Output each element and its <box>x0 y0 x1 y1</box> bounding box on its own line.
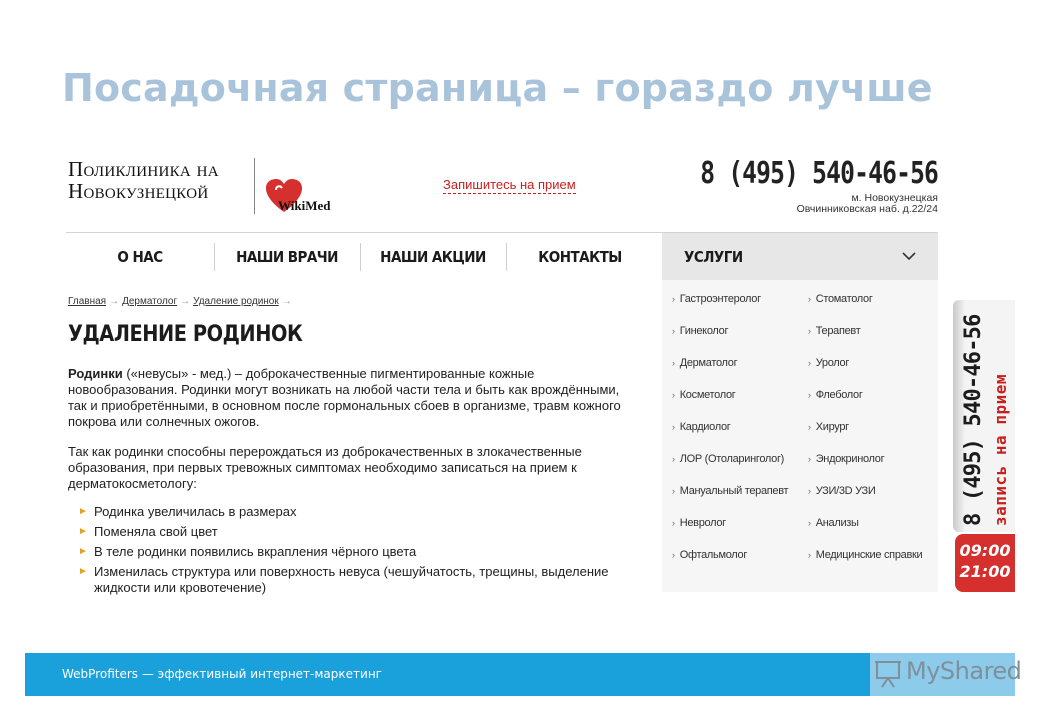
site-screenshot <box>66 150 938 600</box>
chevron-right-icon: › <box>672 326 675 336</box>
services-dropdown <box>662 280 938 592</box>
triangle-bullet-icon: ► <box>78 506 88 517</box>
presentation-board-icon <box>874 659 902 689</box>
chevron-right-icon: › <box>672 422 675 432</box>
service-item[interactable] <box>808 482 922 514</box>
service-item[interactable] <box>808 514 922 546</box>
service-label: Эндокринолог <box>815 453 885 465</box>
chevron-right-icon: › <box>808 358 811 368</box>
clinic-logo[interactable] <box>68 158 219 202</box>
chevron-down-icon <box>902 251 916 261</box>
service-label: Невролог <box>679 517 726 529</box>
service-item[interactable] <box>808 354 922 386</box>
service-item[interactable] <box>672 546 788 578</box>
nav-services-label: УСЛУГИ <box>684 248 743 266</box>
service-item[interactable] <box>672 514 788 546</box>
service-label: ЛОР (Отоларинголог) <box>679 453 785 465</box>
address-metro: м. Новокузнецкая <box>851 192 938 204</box>
services-column-right <box>808 290 922 578</box>
triangle-bullet-icon: ► <box>78 526 88 537</box>
chevron-right-icon: › <box>808 518 811 528</box>
breadcrumb-home[interactable]: Главная <box>68 296 107 307</box>
service-label: Кардиолог <box>679 421 731 433</box>
symptom-text: Поменяла свой цвет <box>94 524 218 539</box>
list-item <box>78 564 638 596</box>
list-item <box>78 524 638 540</box>
service-item[interactable] <box>672 322 788 354</box>
banner-cta: запись на прием <box>991 374 1010 526</box>
intro-text: («невусы» - мед.) – доброкачественные пигментированные кожные новообразования. Родинки могут возникать на любой части тела и быть как врождёнными, так и приобретёнными, в основном после гормональных сбоев в организме, травм кожного покрова или солнечных ожогов. <box>68 366 621 429</box>
nav-item-services[interactable] <box>662 233 938 281</box>
warning-paragraph: Так как родинки способны перерождаться из доброкачественных в злокачественные образования, при первых тревожных симптомах необходимо записаться на прием к дерматокосметологу: <box>68 444 582 491</box>
symptoms-list <box>78 504 638 600</box>
service-label: Гинеколог <box>679 325 729 337</box>
chevron-right-icon: › <box>808 422 811 432</box>
nav-item-promotions[interactable]: НАШИ АКЦИИ <box>380 248 486 266</box>
slide-title: Посадочная страница – гораздо лучше <box>62 66 933 110</box>
page-heading: УДАЛЕНИЕ РОДИНОК <box>68 322 303 347</box>
chevron-right-icon: › <box>672 358 675 368</box>
hours-open: 09:00 <box>959 541 1011 560</box>
service-item[interactable] <box>808 386 922 418</box>
service-item[interactable] <box>672 482 788 514</box>
breadcrumb-dermatologist[interactable]: Дерматолог <box>122 296 178 307</box>
arrow-right-icon: → <box>109 296 120 307</box>
watermark <box>870 653 1022 696</box>
service-item[interactable] <box>672 354 788 386</box>
service-item[interactable] <box>672 290 788 322</box>
nav-item-about[interactable]: О НАС <box>117 248 163 266</box>
services-column-left <box>672 290 788 578</box>
service-label: Дерматолог <box>679 357 738 369</box>
appointment-link[interactable]: Запишитесь на прием <box>443 177 576 192</box>
main-nav <box>66 232 938 280</box>
service-label: Медицинские справки <box>815 549 923 561</box>
arrow-right-icon: → <box>180 296 191 307</box>
logo-line-2: Новокузнецкой <box>68 179 209 203</box>
service-label: Офтальмолог <box>679 549 748 561</box>
symptom-text: В теле родинки появились вкрапления чёрного цвета <box>94 544 417 559</box>
service-label: Хирург <box>815 421 849 433</box>
breadcrumb <box>68 296 295 307</box>
chevron-right-icon: › <box>672 550 675 560</box>
header-address <box>797 193 938 215</box>
service-label: Мануальный терапевт <box>679 485 789 497</box>
service-label: Анализы <box>815 517 859 529</box>
chevron-right-icon: › <box>808 550 811 560</box>
chevron-right-icon: › <box>808 486 811 496</box>
triangle-bullet-icon: ► <box>78 566 88 577</box>
service-label: Терапевт <box>815 325 861 337</box>
service-item[interactable] <box>808 322 922 354</box>
nav-item-doctors[interactable]: НАШИ ВРАЧИ <box>236 248 338 266</box>
service-item[interactable] <box>672 450 788 482</box>
side-callback-banner[interactable] <box>953 300 1015 532</box>
service-item[interactable] <box>672 418 788 450</box>
symptom-text: Родинка увеличилась в размерах <box>94 504 297 519</box>
service-label: Уролог <box>815 357 850 369</box>
service-label: Гастроэнтеролог <box>679 293 761 305</box>
chevron-right-icon: › <box>672 454 675 464</box>
breadcrumb-current[interactable]: Удаление родинок <box>193 296 279 307</box>
watermark-text: MyShared <box>906 657 1022 685</box>
banner-phone: 8 (495) 540-46-56 <box>961 314 986 526</box>
chevron-right-icon: › <box>808 390 811 400</box>
chevron-right-icon: › <box>808 326 811 336</box>
nav-divider <box>360 243 361 271</box>
footer-text: WebProfiters — эффективный интернет-маркетинг <box>62 667 382 681</box>
service-item[interactable] <box>808 290 922 322</box>
header-phone[interactable]: 8 (495) 540-46-56 <box>700 156 938 191</box>
banner-vertical-text <box>961 304 1014 526</box>
hours-close: 21:00 <box>959 562 1011 581</box>
intro-paragraph <box>68 366 634 430</box>
logo-divider <box>254 158 255 214</box>
slide-footer <box>25 653 1022 696</box>
chevron-right-icon: › <box>672 518 675 528</box>
triangle-bullet-icon: ► <box>78 546 88 557</box>
chevron-right-icon: › <box>808 454 811 464</box>
nav-item-contacts[interactable]: КОНТАКТЫ <box>538 248 622 266</box>
symptom-text: Изменилась структура или поверхность невуса (чешуйчатость, трещины, выделение жидкости или кровотечение) <box>94 564 609 595</box>
service-item[interactable] <box>672 386 788 418</box>
working-hours-badge <box>955 534 1015 592</box>
service-label: Флеболог <box>815 389 863 401</box>
chevron-right-icon: › <box>672 390 675 400</box>
nav-divider <box>214 243 215 271</box>
service-label: Стоматолог <box>815 293 873 305</box>
service-item[interactable] <box>808 450 922 482</box>
service-label: Косметолог <box>679 389 736 401</box>
chevron-right-icon: › <box>808 294 811 304</box>
service-item[interactable] <box>808 418 922 450</box>
brand-name: WikiMed <box>278 198 331 213</box>
list-item <box>78 504 638 520</box>
list-item <box>78 544 638 560</box>
service-label: УЗИ/3D УЗИ <box>815 485 876 497</box>
intro-term: Родинки <box>68 366 123 381</box>
chevron-right-icon: › <box>672 294 675 304</box>
chevron-right-icon: › <box>672 486 675 496</box>
nav-divider <box>506 243 507 271</box>
arrow-right-icon: → <box>281 296 292 307</box>
address-street: Овчинниковская наб. д.22/24 <box>796 203 938 215</box>
service-item[interactable] <box>808 546 922 578</box>
logo-line-1: Поликлиника на <box>68 157 219 181</box>
